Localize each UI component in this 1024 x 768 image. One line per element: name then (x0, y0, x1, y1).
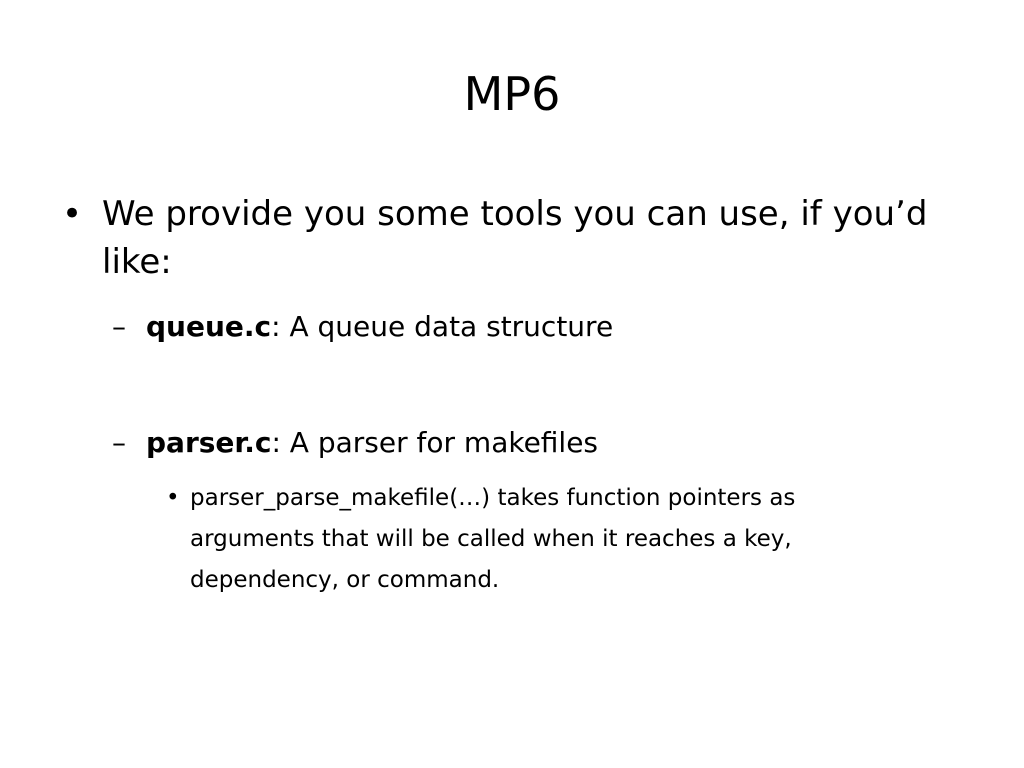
bullet-tools (62, 190, 942, 286)
queue-filename: queue.c (146, 310, 272, 343)
bullet-tools-text: We provide you some tools you can use, if you’d like: (102, 194, 928, 282)
bullet-marker: • (166, 485, 180, 511)
dash-marker: – (112, 426, 126, 459)
bullet-marker: • (62, 194, 83, 234)
sub-bullet-parser-text (146, 424, 932, 462)
sub-bullet-queue (112, 308, 932, 346)
queue-description: : A queue data structure (271, 310, 614, 343)
parse-makefile-text: parser_parse_makefile(…) takes function pointers as arguments that will be called when it reaches a key, dependency, or command. (190, 485, 796, 593)
parser-filename: parser.c (146, 426, 272, 459)
sub-bullet-parser (112, 424, 932, 462)
sub-bullet-queue-text (146, 308, 932, 346)
dash-marker: – (112, 310, 126, 343)
slide-title: MP6 (463, 67, 561, 121)
sub-sub-bullet-parse-makefile (166, 478, 926, 601)
parser-description: : A parser for makefiles (271, 426, 599, 459)
